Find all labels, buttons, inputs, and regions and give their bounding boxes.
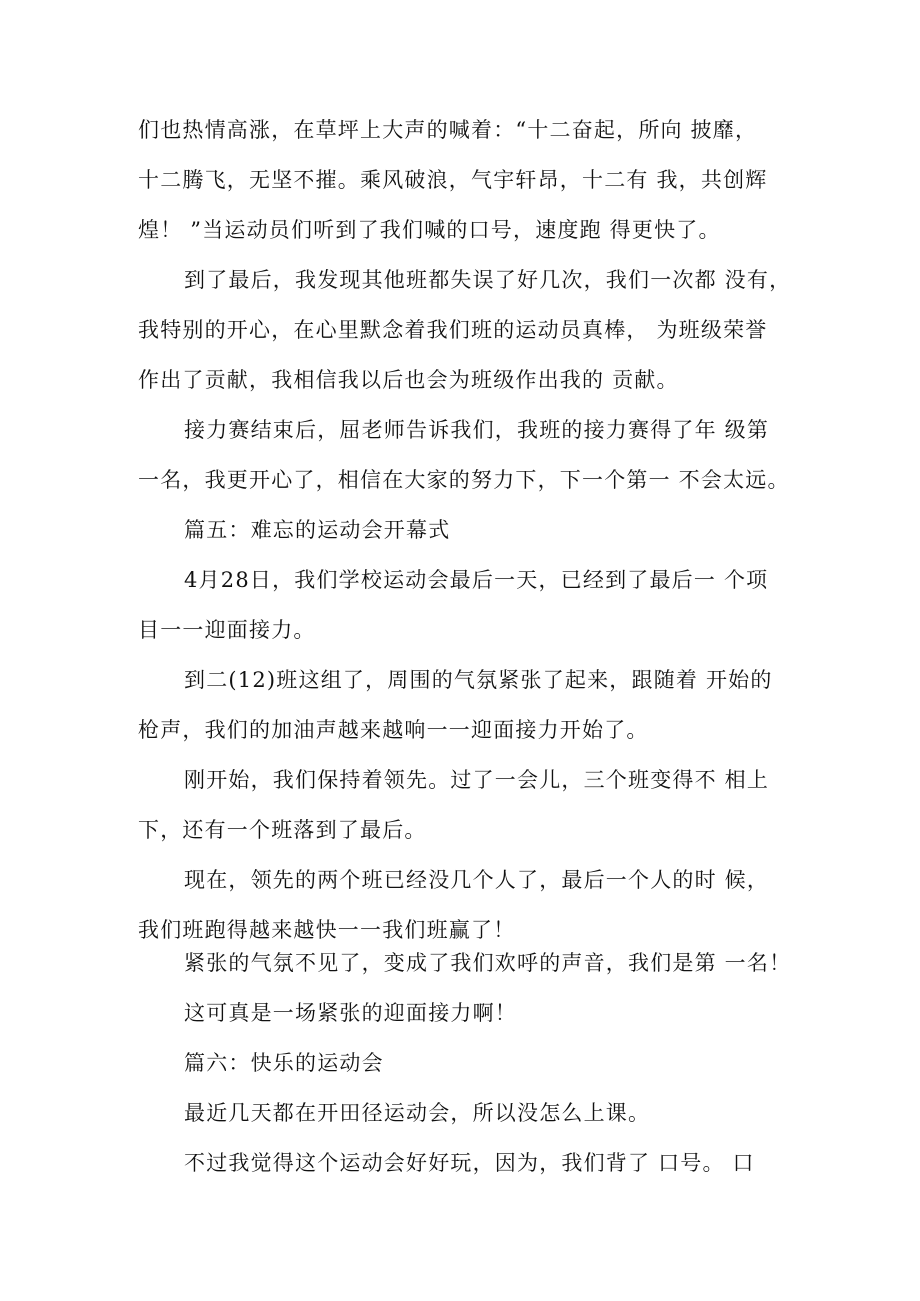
text-line-3: 煌！ ”当运动员们听到了我们喊的口号，速度跑 得更快了。	[138, 218, 721, 242]
text-line-4: 到了最后，我发现其他班都失误了好几次，我们一次都 没有，	[184, 268, 792, 292]
text-line-19: 这可真是一场紧张的迎面接力啊！	[184, 1001, 517, 1025]
section-heading-6: 篇六：快乐的运动会	[184, 1051, 384, 1075]
text-line-21: 最近几天都在开田径运动会，所以没怎么上课。	[184, 1101, 651, 1125]
text-line-10: 4月28日，我们学校运动会最后一天，已经到了最后一 个项	[184, 568, 769, 592]
text-line-14: 刚开始，我们保持着领先。过了一会儿，三个班变得不 相上	[184, 768, 770, 792]
text-line-8: 一名，我更开心了，相信在大家的努力下，下一个第一 不会太远。	[138, 468, 790, 492]
text-line-13: 枪声，我们的加油声越来越响一一迎面接力开始了。	[138, 718, 649, 742]
text-line-17: 我们班跑得越来越快一一我们班赢了！	[138, 918, 516, 942]
text-line-2: 十二腾飞，无坚不摧。乘风破浪，气宇轩昂，十二有 我，共创辉	[138, 168, 768, 192]
text-line-22: 不过我觉得这个运动会好好玩，因为，我们背了 口号。 口	[184, 1151, 755, 1175]
text-line-11: 目一一迎面接力。	[138, 618, 316, 642]
text-line-7: 接力赛结束后，屈老师告诉我们，我班的接力赛得了年 级第	[184, 418, 770, 442]
text-line-5: 我特别的开心，在心里默念着我们班的运动员真棒， 为班级荣誉	[138, 318, 768, 342]
text-line-18: 紧张的气氛不见了，变成了我们欢呼的声音，我们是第 一名！	[184, 951, 792, 975]
text-line-16: 现在，领先的两个班已经没几个人了，最后一个人的时 候，	[184, 868, 770, 892]
text-line-6: 作出了贡献，我相信我以后也会为班级作出我的 贡献。	[138, 368, 679, 392]
text-line-15: 下，还有一个班落到了最后。	[138, 818, 427, 842]
text-line-12: 到二(12)班这组了，周围的气氛紧张了起来，跟随着 开始的	[184, 668, 773, 692]
text-line-1: 们也热情高涨，在草坪上大声的喊着：“十二奋起，所向 披靡，	[138, 118, 758, 142]
section-heading-5: 篇五：难忘的运动会开幕式	[184, 518, 451, 542]
